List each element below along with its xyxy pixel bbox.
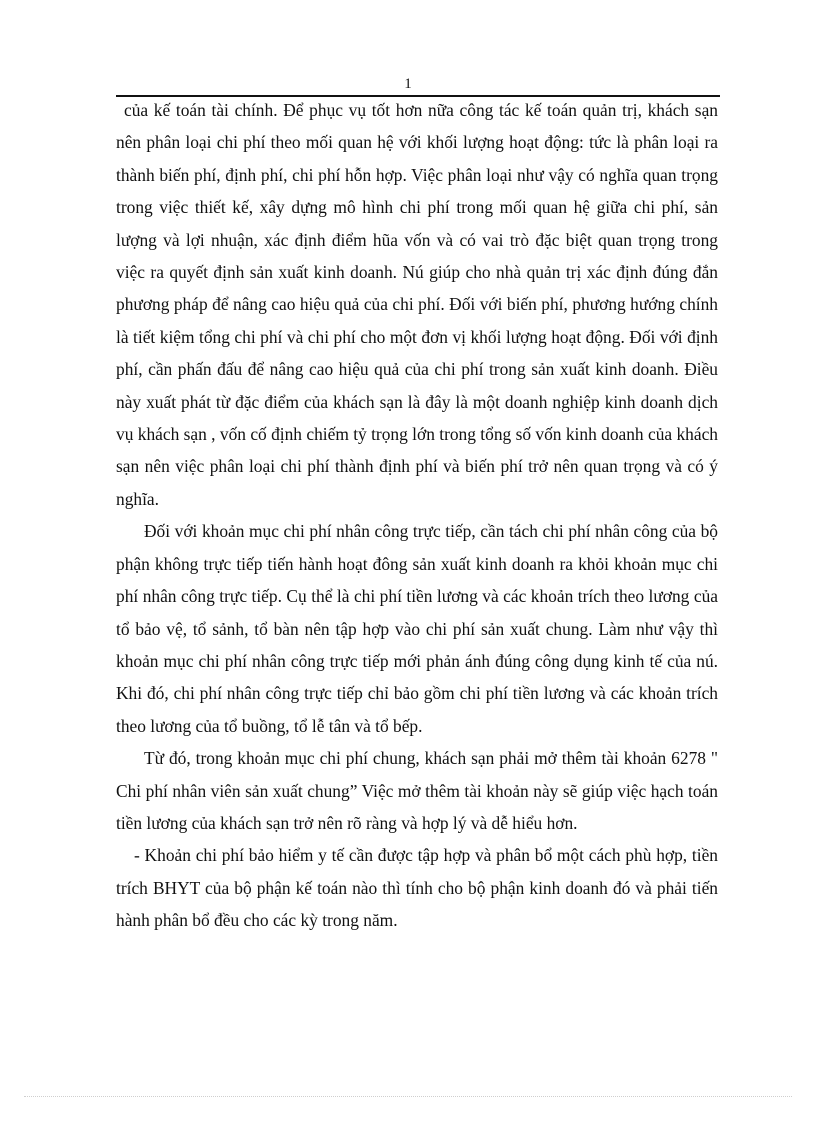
paragraph-direct-labor-cost: Đối với khoản mục chi phí nhân công trực tiếp, cần tách chi phí nhân công của bộ phận không trực tiếp tiến hành hoạt đông sản xuất kinh doanh ra khỏi khoản mục chi phí nhân công trực tiếp. Cụ thể là chi phí tiền lương và các khoản trích theo lương của tổ bảo vệ, tổ sảnh, tổ bàn nên tập hợp vào chi phí sản xuất chung. Làm như vậy thì khoản mục chi phí nhân công trực tiếp mới phản ánh đúng công dụng kinh tế của nú. Khi đó, chi phí nhân công trực tiếp chỉ bảo gồm chi phí tiền lương và các khoản trích theo lương của tổ buồng, tổ lễ tân và tổ bếp. — [116, 521, 718, 736]
page-bottom-divider — [24, 1096, 792, 1097]
paragraph-health-insurance: - Khoản chi phí bảo hiểm y tế cần được tập hợp và phân bổ một cách phù hợp, tiền trích BHYT của bộ phận kế toán nào thì tính cho bộ phận kinh doanh đó và phải tiến hành phân bổ đều cho các kỳ trong năm. — [116, 845, 718, 931]
page-number: 1 — [404, 76, 412, 92]
paragraph-account-6278: Từ đó, trong khoản mục chi phí chung, khách sạn phải mở thêm tài khoản 6278 " Chi phí nhân viên sản xuất chung” Việc mở thêm tài khoản này sẽ giúp việc hạch toán tiền lương của khách sạn trở nên rõ ràng và hợp lý và dễ hiểu hơn. — [116, 748, 718, 833]
paragraph-cost-classification: của kế toán tài chính. Để phục vụ tốt hơn nữa công tác kế toán quản trị, khách sạn nên phân loại chi phí theo mối quan hệ với khối lượng hoạt động: tức là phân loại ra thành biến phí, định phí, chi phí hỗn hợp. Việc phân loại như vậy có nghĩa quan trọng trong việc thiết kế, xây dựng mô hình chi phí trong mối quan hệ giữa chi phí, sản lượng và lợi nhuận, xác định điểm hũa vốn và có vai trò đặc biệt quan trọng trong việc ra quyết định sản xuất kinh doanh. Nú giúp cho nhà quản trị xác định đúng đắn phương pháp để nâng cao hiệu quả của chi phí. Đối với biến phí, phương hướng chính là tiết kiệm tổng chi phí và chi phí cho một đơn vị khối lượng hoạt động. Đối với định phí, cần phấn đấu để nâng cao hiệu quả của chi phí trong sản xuất kinh doanh. Điều này xuất phát từ đặc điểm của khách sạn là đây là một doanh nghiệp kinh doanh dịch vụ khách sạn , vốn cố định chiếm tỷ trọng lớn trong tổng số vốn kinh doanh của khách sạn nên việc phân loại chi phí thành định phí và biến phí trở nên quan trọng và có ý nghĩa. — [116, 100, 718, 509]
document-body — [116, 94, 718, 937]
